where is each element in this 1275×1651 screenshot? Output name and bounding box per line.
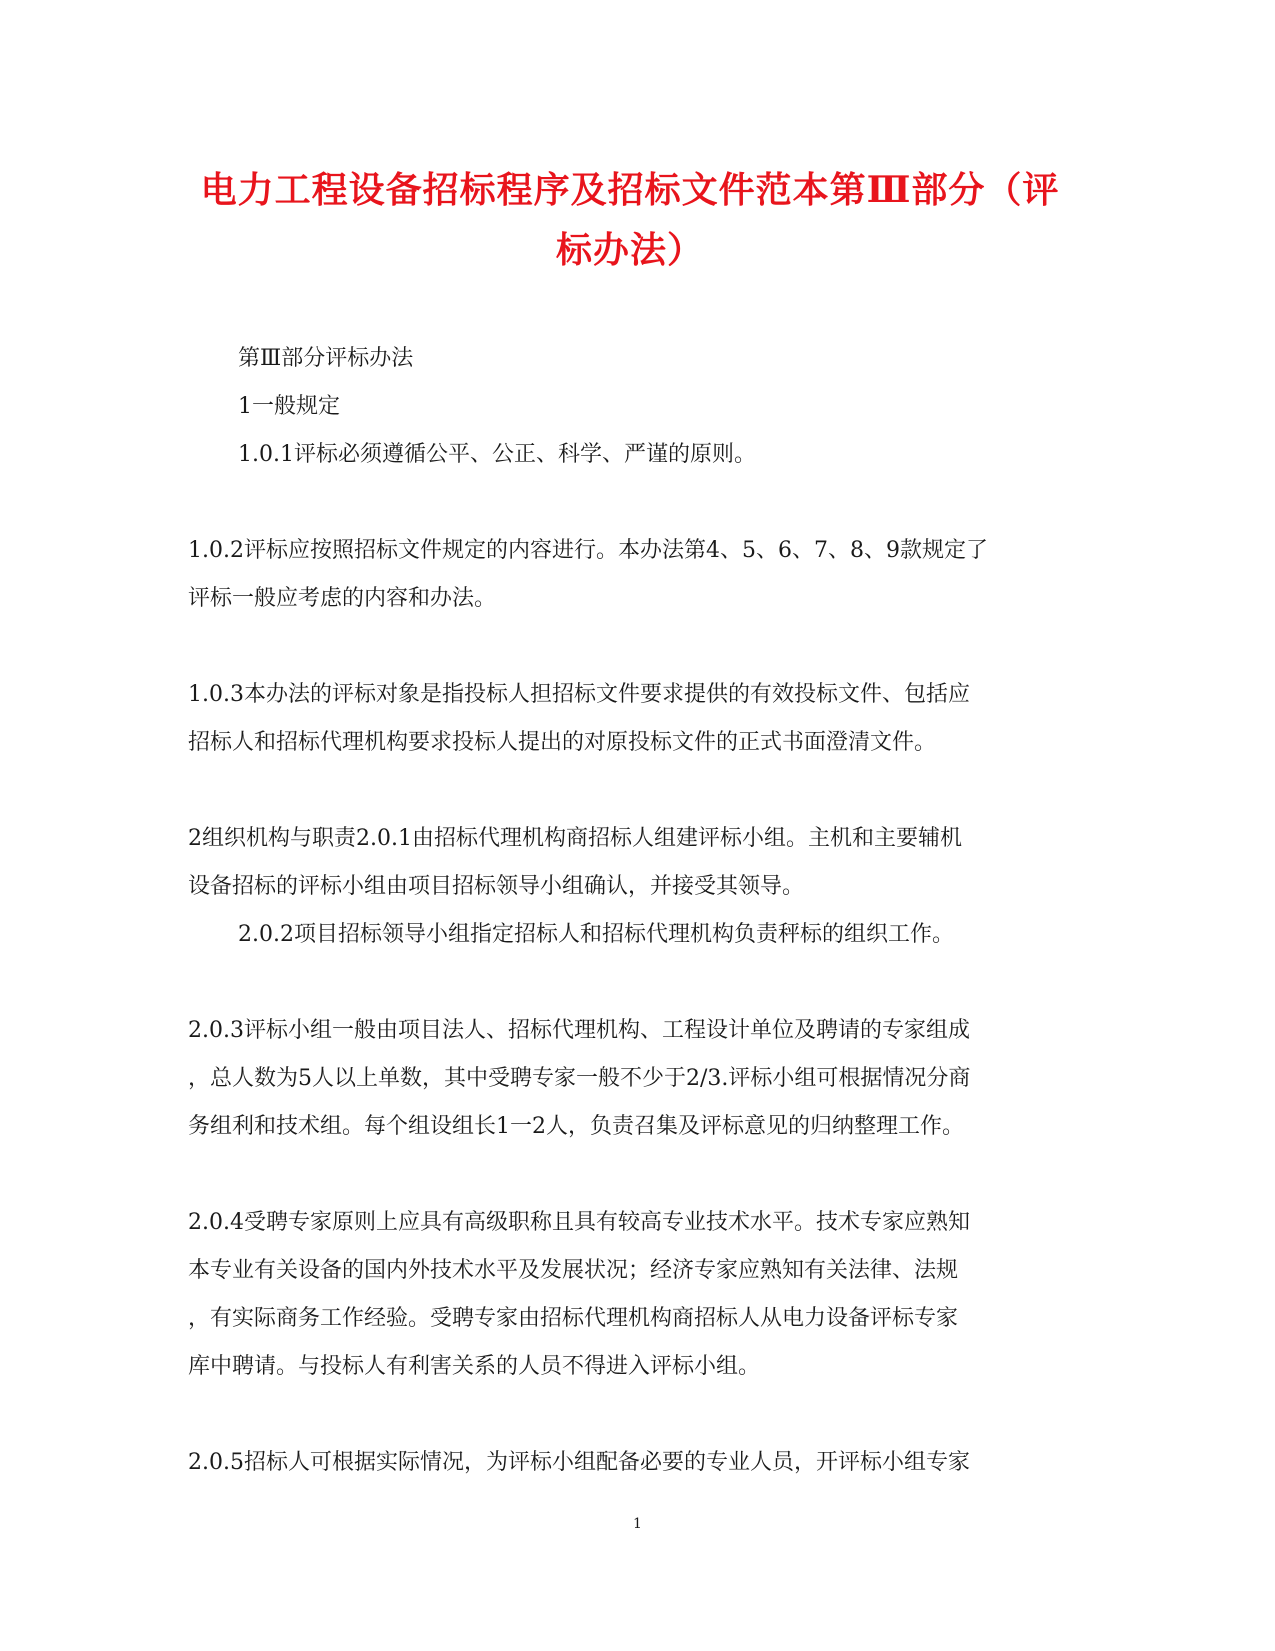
title-line-2: 标办法） — [555, 229, 704, 271]
paragraph-line: 2.0.4受聘专家原则上应具有高级职称且具有较高专业技术水平。技术专家应熟知 — [188, 1210, 970, 1235]
paragraph-gap — [188, 623, 1078, 671]
paragraph-gap — [188, 479, 1078, 527]
paragraph-gap — [188, 959, 1078, 1007]
paragraph-gap — [188, 767, 1078, 815]
document-title — [180, 160, 1080, 280]
document-body — [188, 335, 1078, 1487]
paragraph-line: 2组织机构与职责2.0.1由招标代理机构商招标人组建评标小组。主机和主要辅机 — [188, 826, 962, 851]
paragraph-line: 评标一般应考虑的内容和办法。 — [188, 586, 497, 611]
paragraph-line: 本专业有关设备的国内外技术水平及发展状况；经济专家应熟知有关法律、法规 — [188, 1258, 959, 1283]
paragraph-line: 1.0.1评标必须遵循公平、公正、科学、严谨的原则。 — [238, 442, 756, 467]
paragraph-gap — [188, 1151, 1078, 1199]
paragraph-line: 设备招标的评标小组由项目招标领导小组确认，并接受其领导。 — [188, 874, 805, 899]
paragraph-line: 务组利和技术组。每个组设组长1一2人，负责召集及评标意见的归纳整理工作。 — [188, 1114, 964, 1139]
page-number: 1 — [633, 1516, 642, 1532]
paragraph-line: ，总人数为5人以上单数，其中受聘专家一般不少于2/3.评标小组可根据情况分商 — [188, 1066, 971, 1091]
section-heading: 第Ⅲ部分评标办法 — [238, 346, 414, 371]
paragraph-line: 2.0.3评标小组一般由项目法人、招标代理机构、工程设计单位及聘请的专家组成 — [188, 1018, 970, 1043]
paragraph-line: 2.0.5招标人可根据实际情况，为评标小组配备必要的专业人员，开评标小组专家 — [188, 1450, 970, 1475]
paragraph-line: 2.0.2项目招标领导小组指定招标人和招标代理机构负责秤标的组织工作。 — [238, 922, 954, 947]
title-line-1: 电力工程设备招标程序及招标文件范本第Ⅲ部分（评 — [200, 169, 1060, 211]
paragraph-line: 库中聘请。与投标人有利害关系的人员不得进入评标小组。 — [188, 1354, 761, 1379]
paragraph-line: 1.0.3本办法的评标对象是指投标人担招标文件要求提供的有效投标文件、包括应 — [188, 682, 970, 707]
paragraph-line: 招标人和招标代理机构要求投标人提出的对原投标文件的正式书面澄清文件。 — [188, 730, 937, 755]
paragraph-gap — [188, 1391, 1078, 1439]
paragraph-line: ，有实际商务工作经验。受聘专家由招标代理机构商招标人从电力设备评标专家 — [188, 1306, 959, 1331]
paragraph-line: 1.0.2评标应按照招标文件规定的内容进行。本办法第4、5、6、7、8、9款规定了 — [188, 538, 988, 563]
subsection-heading: 1一般规定 — [238, 394, 340, 419]
